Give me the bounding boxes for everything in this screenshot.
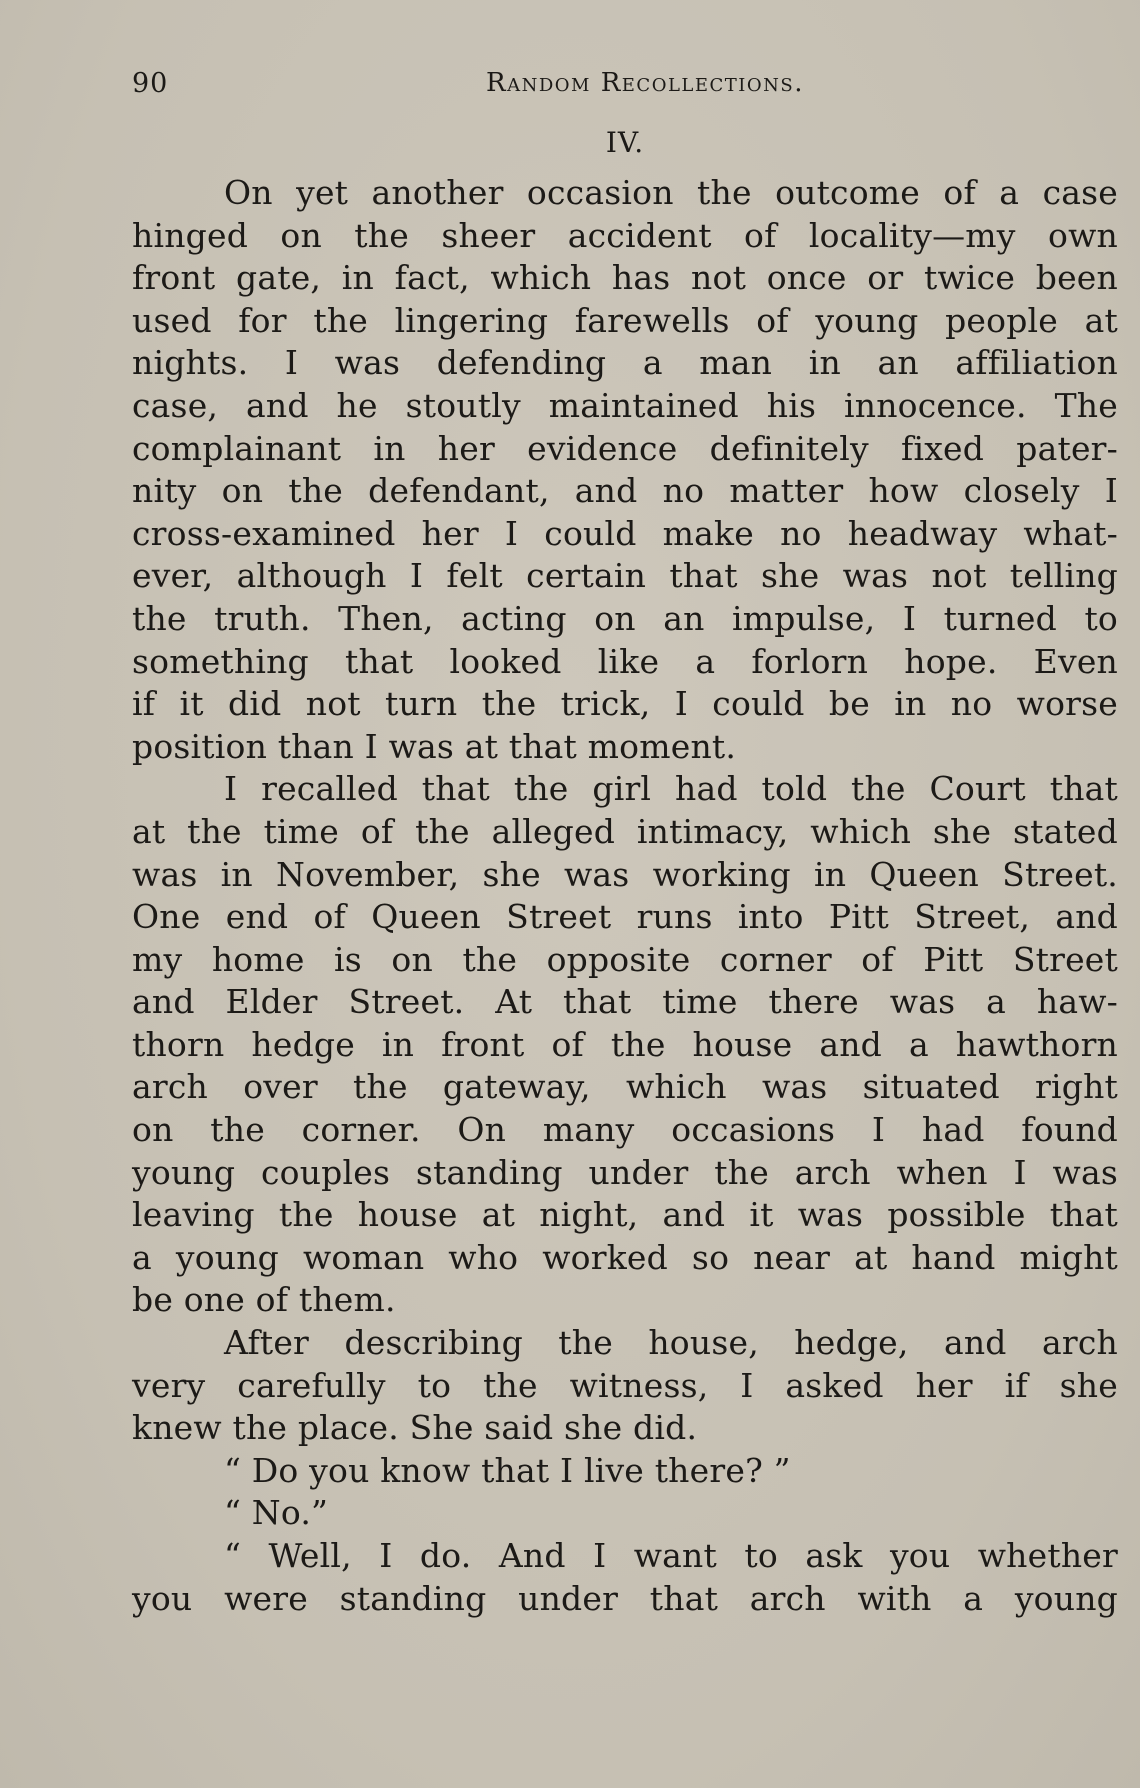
- text-line: on the corner. On many occasions I had found: [132, 1110, 1118, 1150]
- text-line: complainant in her evidence definitely fixed pater-: [132, 428, 1118, 468]
- body-text: [132, 172, 1118, 1620]
- text-line: case, and he stoutly maintained his innocence. The: [132, 385, 1118, 425]
- text-line: nights. I was defending a man in an affiliation: [132, 343, 1118, 383]
- text-line: cross-examined her I could make no headway what-: [132, 513, 1118, 553]
- text-line: “ Do you know that I live there? ”: [224, 1450, 791, 1490]
- text-line: ever, although I felt certain that she was not telling: [132, 556, 1118, 596]
- text-line: front gate, in fact, which has not once or twice been: [132, 258, 1118, 298]
- text-line: used for the lingering farewells of young people at: [132, 300, 1118, 340]
- text-line: “ Well, I do. And I want to ask you whether: [224, 1536, 1118, 1575]
- text-line: position than I was at that moment.: [132, 726, 737, 766]
- text-line: thorn hedge in front of the house and a hawthorn: [132, 1024, 1118, 1064]
- text-line: On yet another occasion the outcome of a case: [224, 173, 1118, 212]
- text-line: knew the place. She said she did.: [132, 1408, 698, 1448]
- text-line: something that looked like a forlorn hope. Even: [132, 641, 1118, 681]
- text-line: After describing the house, hedge, and arch: [224, 1323, 1118, 1363]
- text-line: nity on the defendant, and no matter how closely I: [132, 471, 1118, 511]
- text-line: my home is on the opposite corner of Pitt Street: [132, 939, 1118, 979]
- text-line: leaving the house at night, and it was possible that: [132, 1195, 1118, 1235]
- section-heading: IV.: [605, 126, 645, 159]
- text-line: arch over the gateway, which was situated right: [132, 1067, 1118, 1107]
- text-line: and Elder Street. At that time there was a haw-: [132, 982, 1118, 1022]
- text-line: the truth. Then, acting on an impulse, I turned to: [132, 598, 1118, 638]
- text-line: at the time of the alleged intimacy, which she stated: [132, 811, 1118, 851]
- page-header: [132, 68, 1118, 108]
- running-head: Random Recollections.: [486, 68, 804, 98]
- text-line: I recalled that the girl had told the Court that: [224, 769, 1118, 809]
- text-line: if it did not turn the trick, I could be in no worse: [132, 684, 1118, 724]
- text-line: “ No.”: [224, 1493, 329, 1533]
- text-line: a young woman who worked so near at hand might: [132, 1237, 1118, 1277]
- text-line: very carefully to the witness, I asked her if she: [132, 1365, 1118, 1405]
- page-number: 90: [132, 68, 169, 99]
- text-line: One end of Queen Street runs into Pitt Street, and: [132, 897, 1118, 937]
- text-line: you were standing under that arch with a young: [132, 1578, 1118, 1618]
- text-line: be one of them.: [132, 1280, 396, 1320]
- text-line: hinged on the sheer accident of locality—my own: [132, 215, 1118, 255]
- text-line: was in November, she was working in Queen Street.: [132, 854, 1118, 894]
- text-line: young couples standing under the arch when I was: [132, 1152, 1118, 1192]
